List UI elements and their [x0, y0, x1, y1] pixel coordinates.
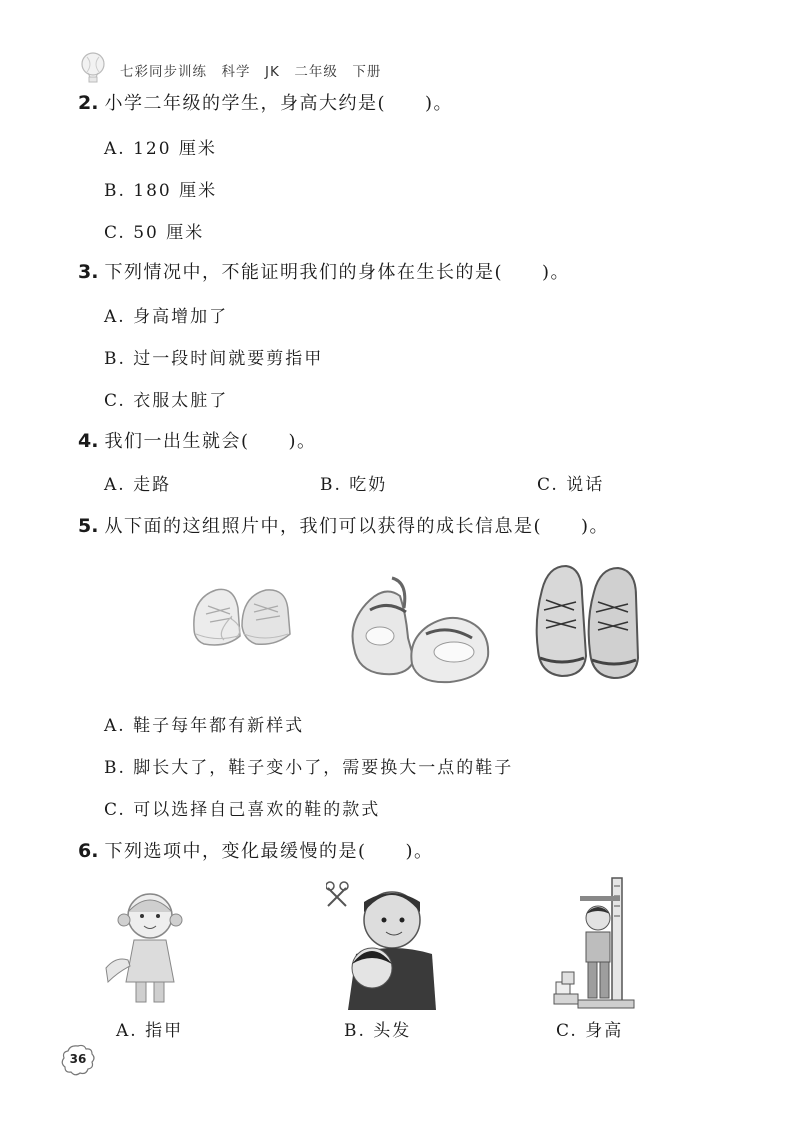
q2-option-c[interactable]: C. 50 厘米 [104, 223, 205, 243]
q4-option-b[interactable]: B. 吃奶 [320, 475, 388, 495]
header-title: 七彩同步训练 科学 JK 二年级 下册 [120, 64, 382, 80]
question-2 [78, 89, 453, 115]
height-measure-image [552, 876, 638, 1010]
question-number: 3. [78, 261, 99, 283]
q3-option-a[interactable]: A. 身高增加了 [104, 307, 229, 327]
baby-shoes-image [186, 578, 296, 658]
haircut-image [326, 880, 438, 1010]
question-4 [78, 427, 317, 453]
q5-option-a[interactable]: A. 鞋子每年都有新样式 [104, 716, 305, 736]
question-5 [78, 512, 609, 538]
q5-option-b[interactable]: B. 脚长大了，鞋子变小了，需要换大一点的鞋子 [104, 758, 514, 778]
question-6 [78, 837, 434, 863]
question-stem: 下列情况中，不能证明我们的身体在生长的是( )。 [104, 262, 570, 283]
question-stem: 我们一出生就会( )。 [104, 431, 317, 452]
q3-option-b[interactable]: B. 过一段时间就要剪指甲 [104, 349, 324, 369]
balloon-logo-icon [78, 52, 108, 84]
question-stem: 小学二年级的学生，身高大约是( )。 [104, 93, 453, 114]
question-number: 4. [78, 430, 99, 452]
page-number: 36 [69, 1052, 87, 1066]
q6-option-a[interactable]: A. 指甲 [116, 1021, 184, 1041]
question-number: 2. [78, 92, 99, 114]
question-stem: 从下面的这组照片中，我们可以获得的成长信息是( )。 [104, 516, 609, 537]
q2-option-a[interactable]: A. 120 厘米 [104, 139, 217, 159]
question-number: 6. [78, 840, 99, 862]
question-number: 5. [78, 515, 99, 537]
page-number-badge [60, 1043, 96, 1077]
girls-shoes-image [344, 574, 494, 694]
q5-option-c[interactable]: C. 可以选择自己喜欢的鞋的款式 [104, 800, 381, 820]
question-stem: 下列选项中，变化最缓慢的是( )。 [104, 841, 434, 862]
girl-cutting-nails-image [104, 886, 194, 1010]
q4-option-a[interactable]: A. 走路 [104, 475, 172, 495]
q2-option-b[interactable]: B. 180 厘米 [104, 181, 218, 201]
q3-option-c[interactable]: C. 衣服太脏了 [104, 391, 229, 411]
q6-option-c[interactable]: C. 身高 [556, 1021, 624, 1041]
canvas-sneakers-image [532, 560, 642, 682]
q4-option-c[interactable]: C. 说话 [537, 475, 605, 495]
q6-option-b[interactable]: B. 头发 [344, 1021, 412, 1041]
question-3 [78, 258, 570, 284]
